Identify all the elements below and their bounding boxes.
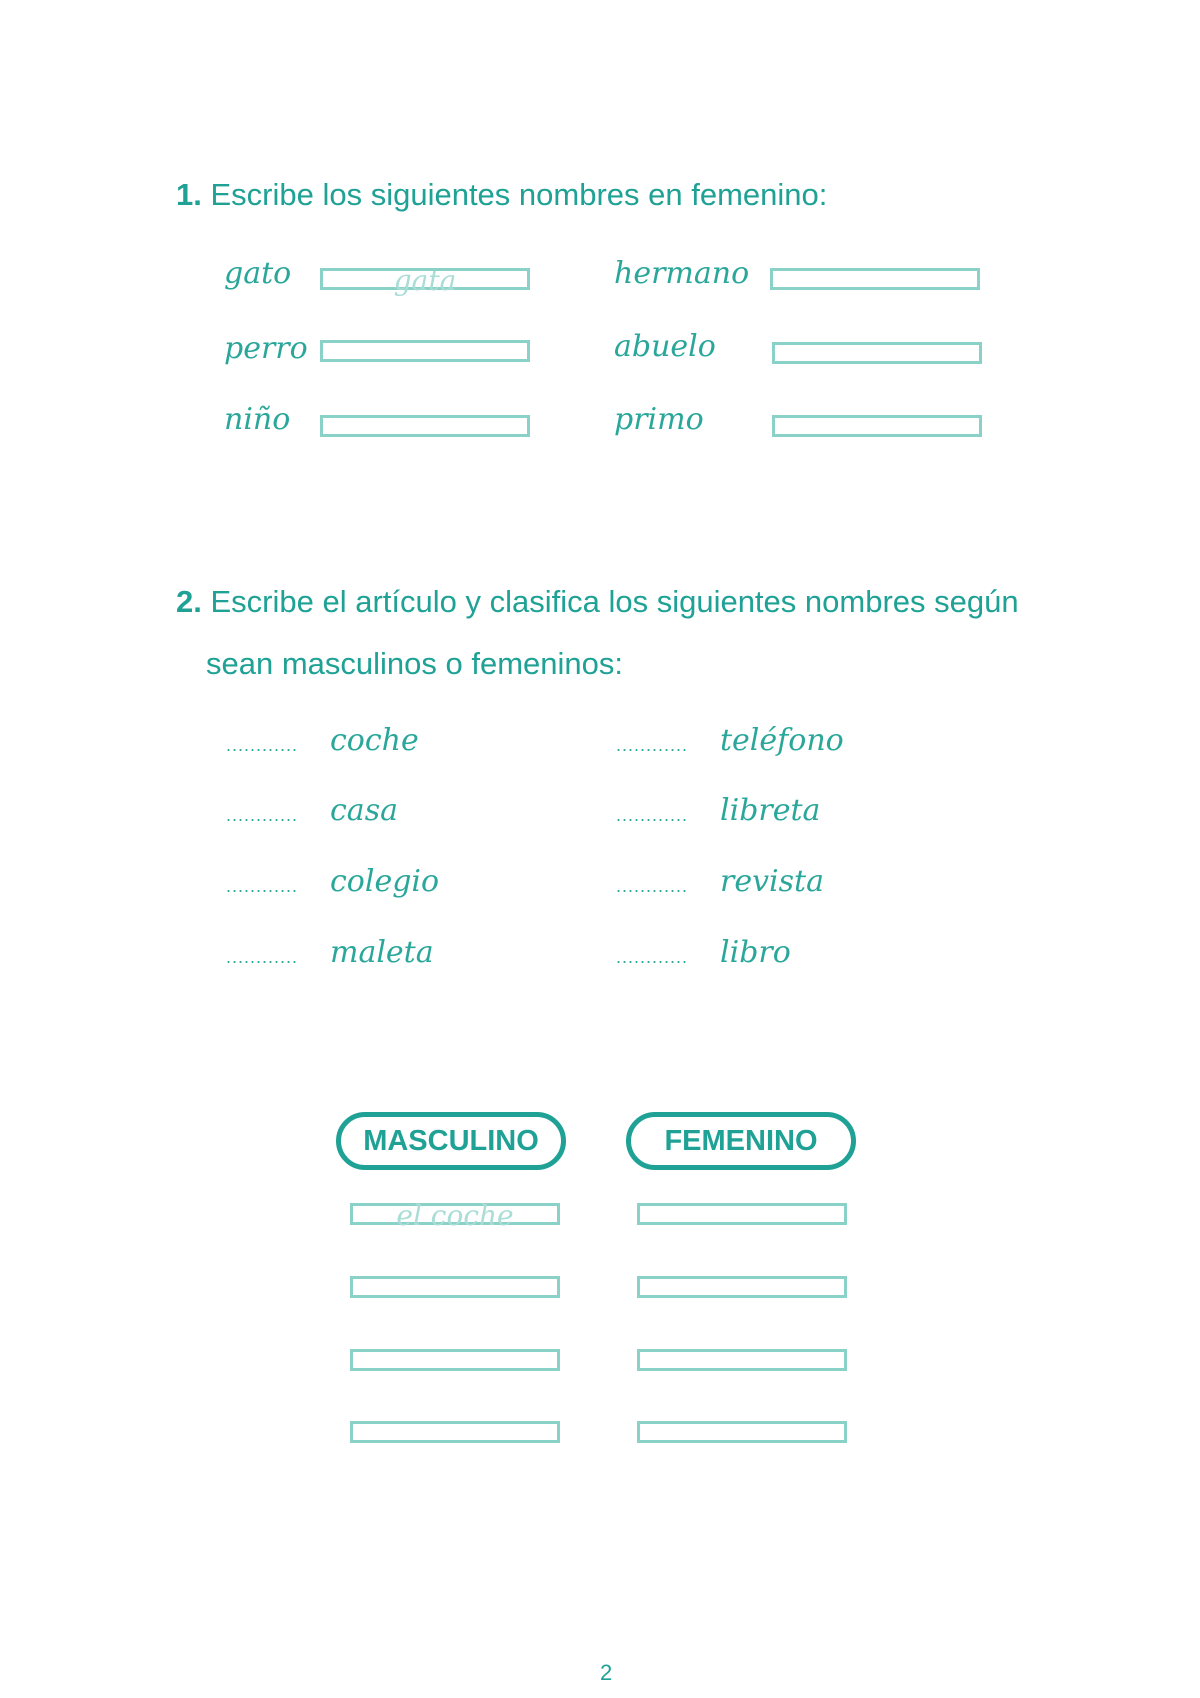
exercise-2-number: 2. <box>176 584 202 619</box>
masculine-answer-box-4[interactable] <box>350 1421 560 1443</box>
page-number: 2 <box>600 1660 613 1685</box>
word-colegio: colegio <box>330 864 440 899</box>
feminine-answer-box-3[interactable] <box>637 1349 847 1371</box>
word-perro: perro <box>224 331 308 366</box>
masculine-answer-box-2[interactable] <box>350 1276 560 1298</box>
answer-box-nino[interactable] <box>320 415 530 437</box>
exercise-1-number: 1. <box>176 177 202 212</box>
answer-box-abuelo[interactable] <box>772 342 982 364</box>
exercise-1-instruction <box>176 179 827 210</box>
exercise-2-text-line1: Escribe el artículo y clasifica los siguientes nombres según <box>210 584 1019 619</box>
answer-box-gato[interactable] <box>320 264 530 297</box>
word-primo: primo <box>614 402 704 437</box>
word-libro: libro <box>720 935 791 970</box>
article-blank-libro[interactable]: ............ <box>616 947 689 967</box>
word-maleta: maleta <box>330 935 434 970</box>
word-revista: revista <box>720 864 824 899</box>
article-blank-casa[interactable]: ............ <box>226 805 299 825</box>
feminine-answer-box-2[interactable] <box>637 1276 847 1298</box>
article-blank-colegio[interactable]: ............ <box>226 876 299 896</box>
exercise-2-instruction-line2: sean masculinos o femeninos: <box>206 646 624 681</box>
word-hermano: hermano <box>614 256 750 291</box>
word-casa: casa <box>330 793 398 828</box>
answer-box-hermano[interactable] <box>770 268 980 290</box>
article-blank-libreta[interactable]: ............ <box>616 805 689 825</box>
masculine-answer-box-3[interactable] <box>350 1349 560 1371</box>
masculine-answer-box-1[interactable] <box>350 1199 560 1232</box>
word-nino: niño <box>224 402 291 437</box>
word-libreta: libreta <box>720 793 821 828</box>
exercise-2-instruction <box>176 586 1019 617</box>
word-coche: coche <box>330 723 419 758</box>
example-answer-el-coche: el coche <box>396 1199 514 1232</box>
exercise-1-text: Escribe los siguientes nombres en femenino: <box>210 177 828 212</box>
feminine-header: FEMENINO <box>626 1112 856 1170</box>
article-blank-revista[interactable]: ............ <box>616 876 689 896</box>
feminine-answer-box-1[interactable] <box>637 1203 847 1225</box>
answer-box-perro[interactable] <box>320 340 530 362</box>
answer-box-primo[interactable] <box>772 415 982 437</box>
example-answer-gata: gata <box>393 264 457 297</box>
article-blank-coche[interactable]: ............ <box>226 735 299 755</box>
article-blank-telefono[interactable]: ............ <box>616 735 689 755</box>
article-blank-maleta[interactable]: ............ <box>226 947 299 967</box>
word-gato: gato <box>224 256 292 291</box>
masculine-header: MASCULINO <box>336 1112 566 1170</box>
word-abuelo: abuelo <box>614 329 716 364</box>
feminine-answer-box-4[interactable] <box>637 1421 847 1443</box>
word-telefono: teléfono <box>720 723 844 758</box>
